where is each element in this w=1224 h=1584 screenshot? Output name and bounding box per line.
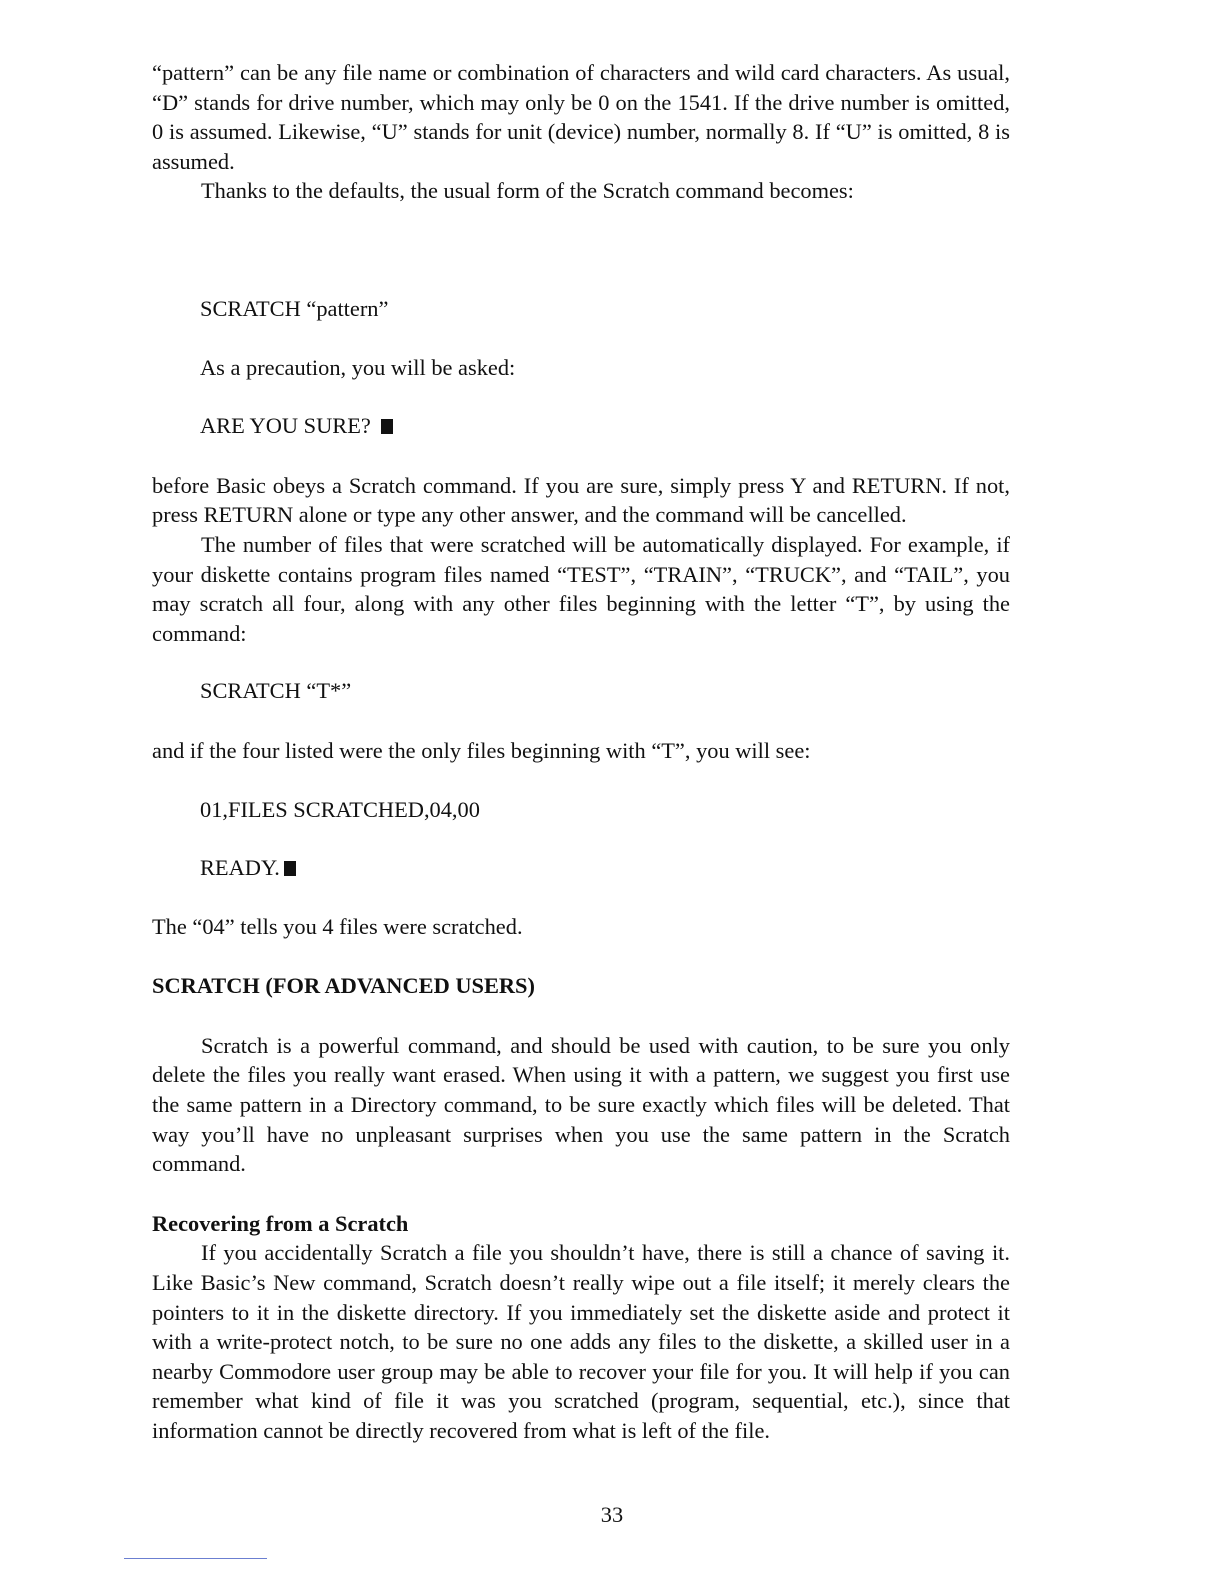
subsection-heading: Recovering from a Scratch [152, 1210, 409, 1236]
code-text: SCRATCH “pattern” [200, 295, 389, 321]
code-line [152, 795, 1010, 825]
code-text: READY. [200, 855, 280, 881]
body-paragraph: before Basic obeys a Scratch command. If you are sure, simply press Y and RETURN. If not, press RETURN alone or type any other answer, and the command will be cancelled. [152, 472, 1010, 528]
cursor-block-icon [381, 419, 393, 434]
section-heading: SCRATCH (FOR ADVANCED USERS) [152, 973, 535, 999]
code-text: SCRATCH “T*” [200, 678, 352, 704]
body-paragraph: Scratch is a powerful command, and should be used with caution, to be sure you only delete the files you really want erased. When using it with a pattern, we suggest you first use the same pattern in a Directory command, to be sure exactly which files will be deleted. That way you’ll have no unpleasant surprises when you use the same pattern in the Scratch command. [152, 1032, 1010, 1177]
code-line [152, 853, 1010, 883]
code-text: 01,FILES SCRATCHED,04,00 [200, 796, 480, 822]
body-paragraph: As a precaution, you will be asked: [200, 354, 516, 380]
body-paragraph: “pattern” can be any file name or combination of characters and wild card characters. As usual, “D” stands for drive number, which may only be 0 on the 1541. If the drive number is omitted, 0 is assumed. Likewise, “U” stands for unit (device) number, normally 8. If “U” is omitted, 8 is assumed. [152, 60, 1010, 174]
body-paragraph: Thanks to the defaults, the usual form of the Scratch command becomes: [201, 178, 854, 204]
document-page [152, 58, 1010, 1446]
code-line [152, 294, 1010, 324]
body-paragraph: The “04” tells you 4 files were scratched. [152, 913, 523, 939]
cursor-block-icon [284, 861, 296, 876]
body-paragraph: If you accidentally Scratch a file you shouldn’t have, there is still a chance of saving it. Like Basic’s New command, Scratch doesn’t really wipe out a file itself; it merely clears the pointers to it in the diskette directory. If you immediately set the diskette aside and protect it with a write-protect notch, to be sure no one adds any files to the diskette, a skilled user in a nearby Commodore user group may be able to recover your file for you. It will help if you can remember what kind of file it was you scratched (program, sequential, etc.), since that information cannot be directly recovered from what is left of the file. [152, 1240, 1010, 1443]
footer-rule [124, 1558, 267, 1559]
code-text: ARE YOU SURE? [200, 413, 371, 439]
page-number: 33 [600, 1502, 624, 1527]
body-paragraph: and if the four listed were the only files beginning with “T”, you will see: [152, 737, 811, 763]
code-line [152, 676, 1010, 706]
code-line [152, 411, 1010, 441]
body-paragraph: The number of files that were scratched will be automatically displayed. For example, if your diskette contains program files named “TEST”, “TRAIN”, “TRUCK”, and “TAIL”, you may scratch all four, along with any other files beginning with the letter “T”, by using the command: [152, 531, 1010, 646]
